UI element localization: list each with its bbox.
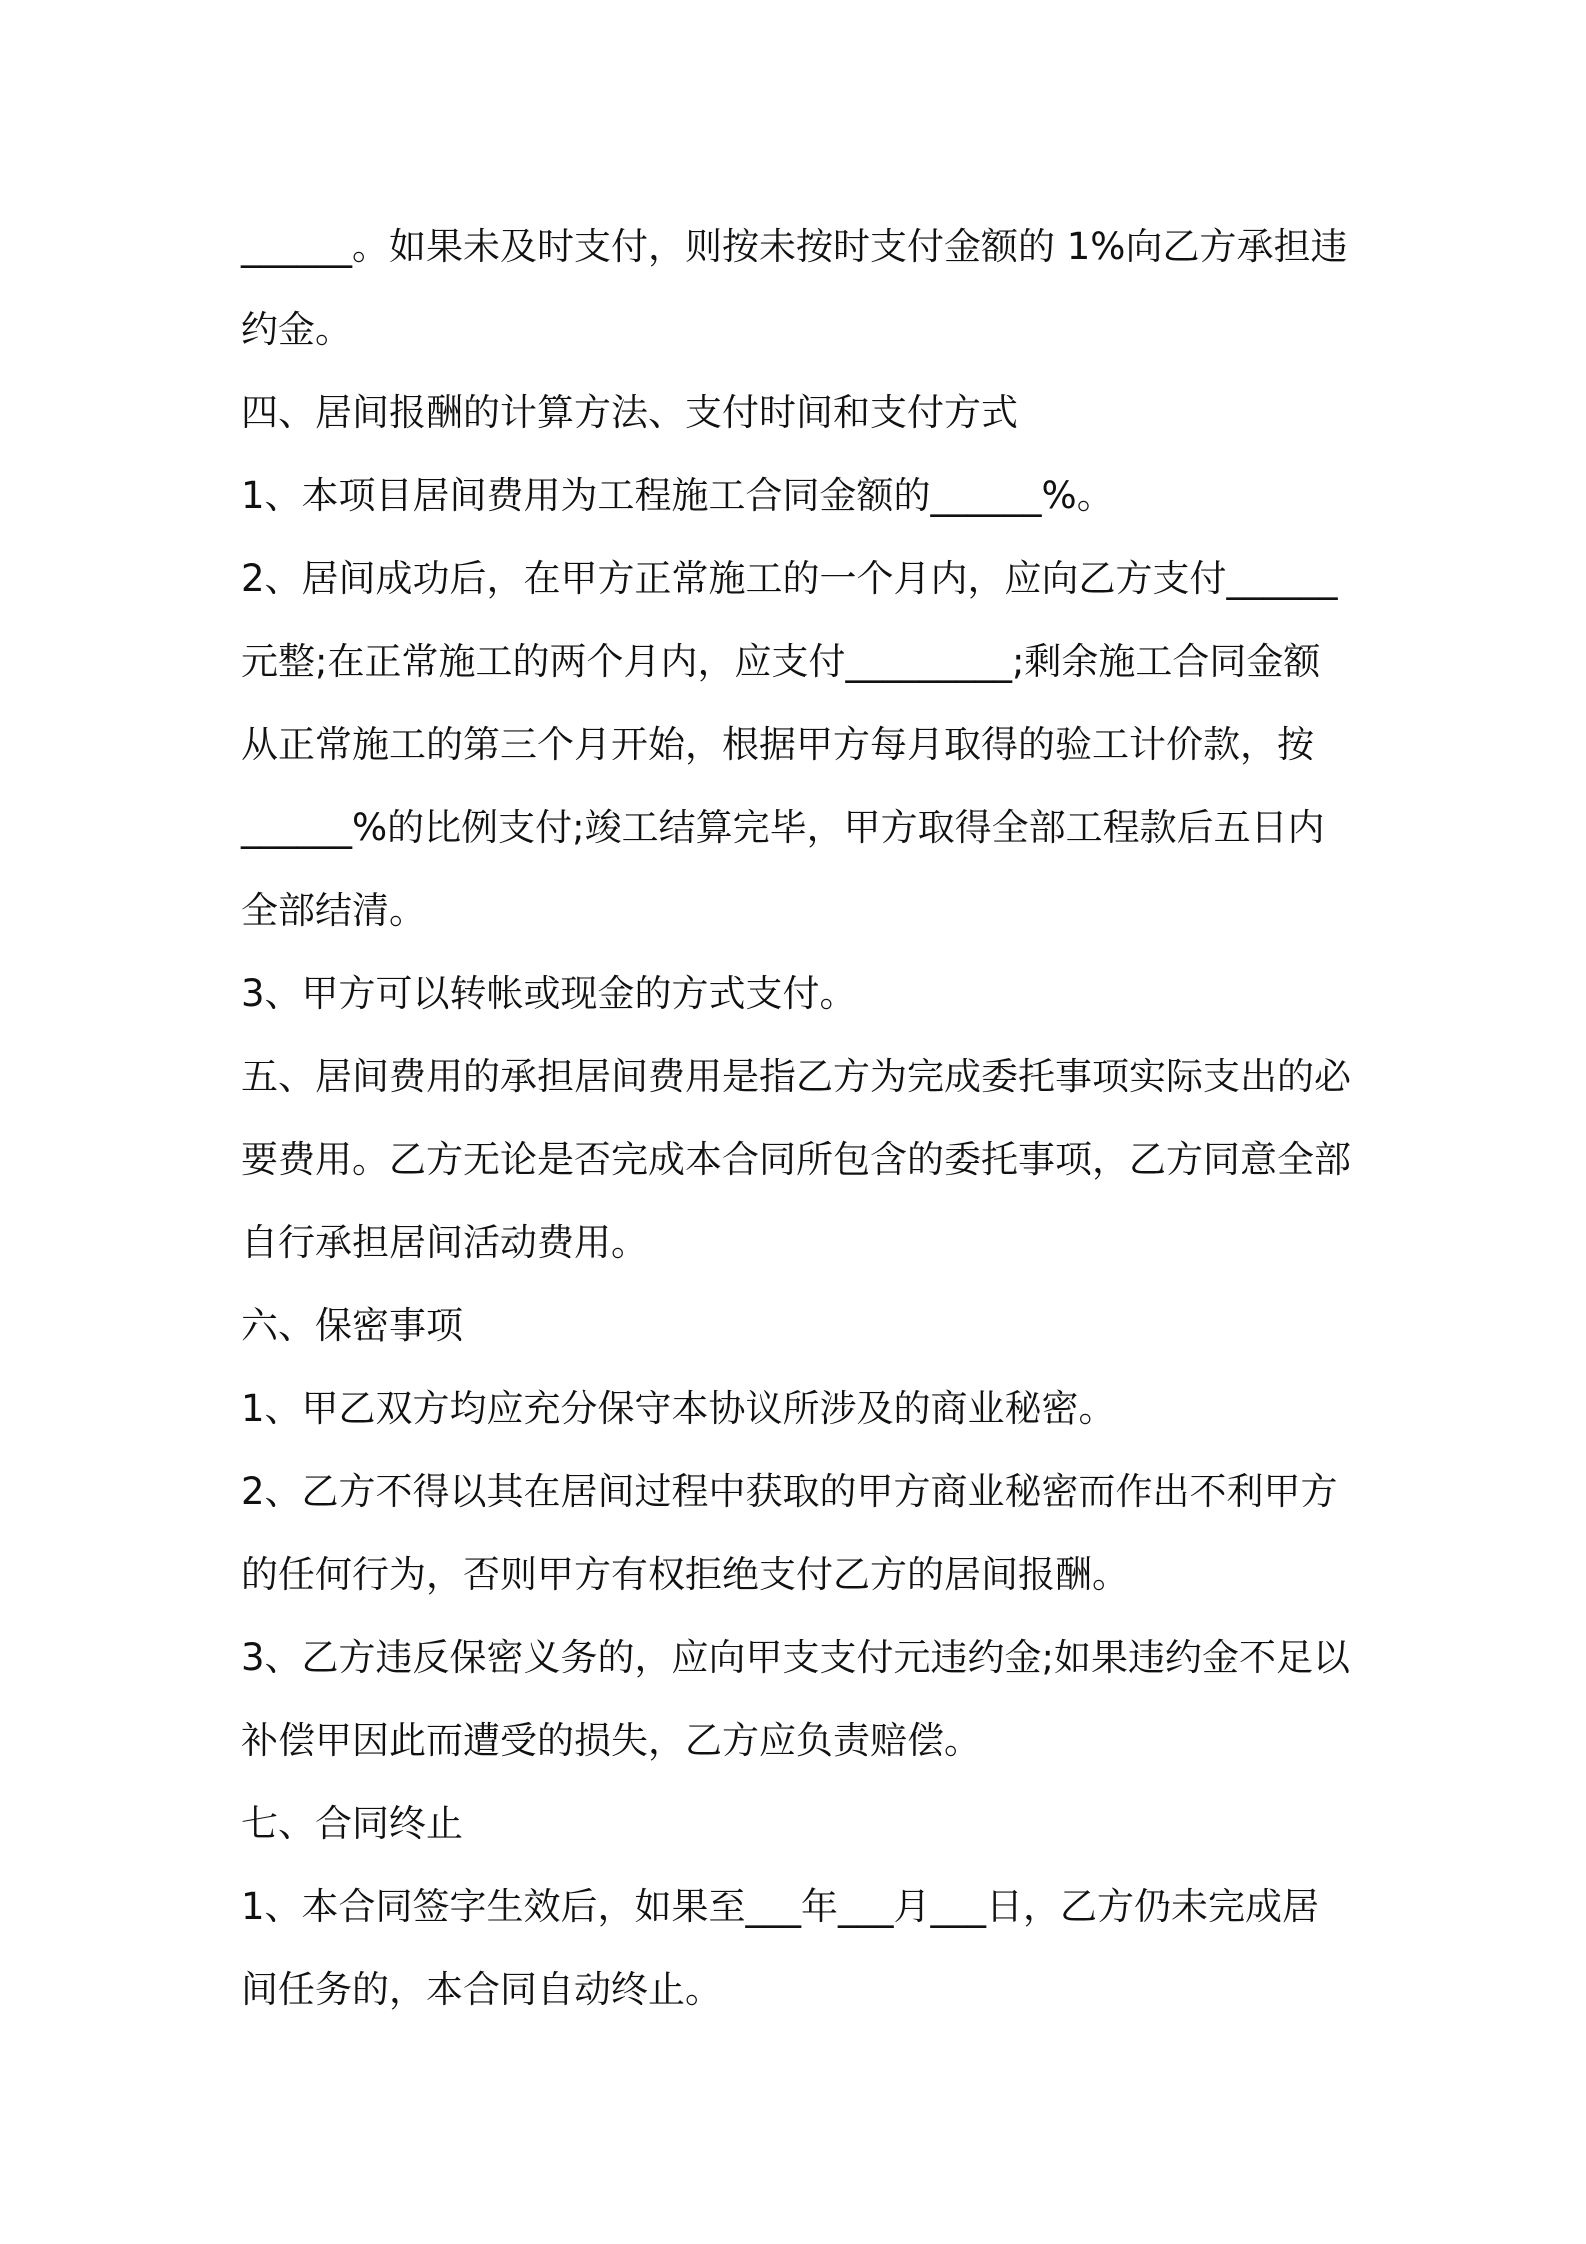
clause-line: 全部结清。: [241, 889, 426, 932]
clause-line: 补偿甲因此而遭受的损失，乙方应负责赔偿。: [241, 1719, 981, 1762]
clause-line: 要费用。乙方无论是否完成本合同所包含的委托事项，乙方同意全部: [241, 1138, 1351, 1181]
clause-line: 3、乙方违反保密义务的，应向甲支支付元违约金;如果违约金不足以: [241, 1636, 1351, 1679]
clause-line: 2、乙方不得以其在居间过程中获取的甲方商业秘密而作出不利甲方: [241, 1470, 1338, 1513]
clause-line: 2、居间成功后，在甲方正常施工的一个月内，应向乙方支付______: [241, 557, 1338, 600]
clause-line: 1、本项目居间费用为工程施工合同金额的______%。: [241, 474, 1114, 517]
clause-line: 元整;在正常施工的两个月内，应支付_________;剩余施工合同金额: [241, 640, 1321, 683]
continuation-line: 约金。: [241, 308, 352, 351]
continuation-line: ______。如果未及时支付，则按未按时支付金额的 1%向乙方承担违: [241, 225, 1348, 268]
section-heading: 四、居间报酬的计算方法、支付时间和支付方式: [241, 391, 1018, 434]
clause-line: 自行承担居间活动费用。: [241, 1221, 648, 1264]
clause-line: 1、本合同签字生效后，如果至___年___月___日，乙方仍未完成居: [241, 1885, 1320, 1928]
clause-line: 3、甲方可以转帐或现金的方式支付。: [241, 972, 857, 1015]
document-body: [241, 205, 1359, 2031]
section-heading: 六、保密事项: [241, 1304, 463, 1347]
section-heading: 五、居间费用的承担居间费用是指乙方为完成委托事项实际支出的必: [241, 1055, 1351, 1098]
clause-line: 从正常施工的第三个月开始，根据甲方每月取得的验工计价款，按: [241, 723, 1314, 766]
clause-line: 的任何行为，否则甲方有权拒绝支付乙方的居间报酬。: [241, 1553, 1129, 1596]
clause-line: 1、甲乙双方均应充分保守本协议所涉及的商业秘密。: [241, 1387, 1116, 1430]
section-heading: 七、合同终止: [241, 1802, 463, 1845]
clause-line: 间任务的，本合同自动终止。: [241, 1968, 722, 2011]
clause-line: ______%的比例支付;竣工结算完毕，甲方取得全部工程款后五日内: [241, 806, 1325, 849]
